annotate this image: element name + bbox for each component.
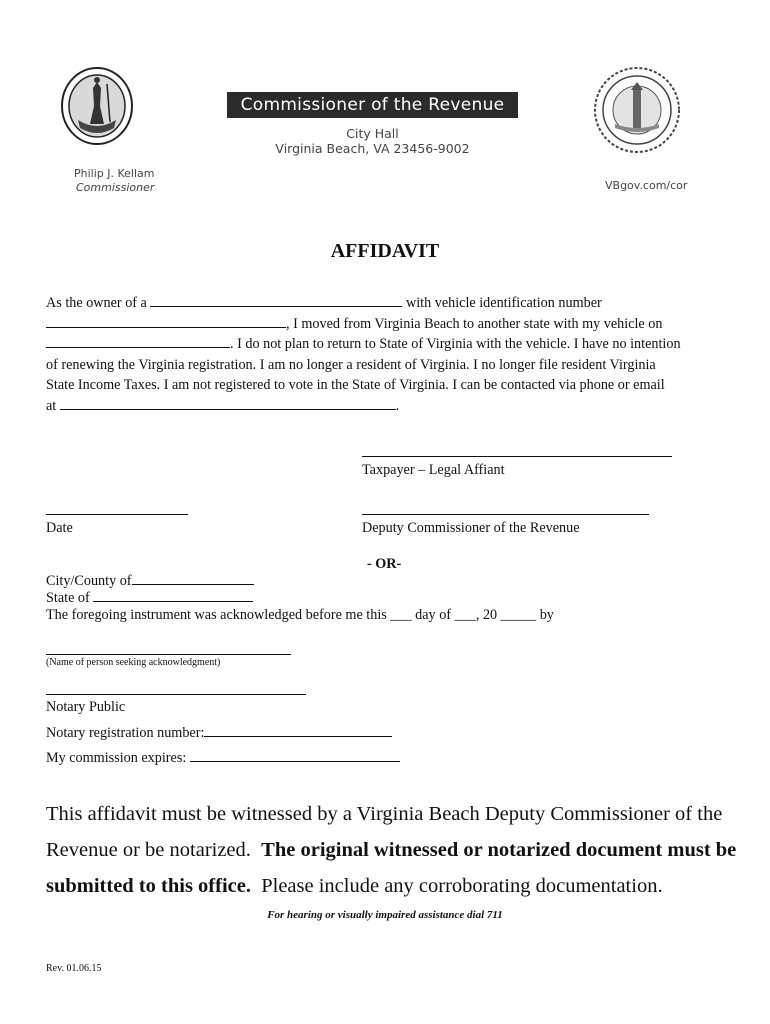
paragraph-line-2: , I moved from Virginia Beach to another state with my vehicle on <box>46 314 736 335</box>
notice-text <box>46 796 746 904</box>
deputy-signature-line[interactable] <box>362 514 649 515</box>
deputy-label: Deputy Commissioner of the Revenue <box>362 520 580 536</box>
expires-row: My commission expires: <box>46 748 400 769</box>
city-county-row: City/County of <box>46 571 254 592</box>
name-caption: (Name of person seeking acknowledgment) <box>46 657 221 668</box>
virginia-beach-city-seal <box>593 66 681 154</box>
paragraph-line-5: State Income Taxes. I am not registered to vote in the State of Virginia. I can be contacted via phone or email <box>46 377 665 393</box>
expires-field[interactable] <box>190 749 400 762</box>
notice-line-3: submitted to this office. Please include any corroborating documentation. <box>46 875 663 897</box>
state-row: State of <box>46 588 253 609</box>
notice-line-1: This affidavit must be witnessed by a Virginia Beach Deputy Commissioner of the <box>46 803 723 825</box>
notary-public-label: Notary Public <box>46 699 126 715</box>
website: VBgov.com/cor <box>605 179 688 192</box>
or-separator: - OR- <box>367 556 402 572</box>
page-title: AFFIDAVIT <box>330 240 440 262</box>
assistance-note: For hearing or visually impaired assistance dial 711 <box>267 909 503 921</box>
acknowledged-row: The foregoing instrument was acknowledged before me this ___ day of ___, 20 _____ by <box>46 607 554 623</box>
paragraph-line-1: As the owner of a with vehicle identification number <box>46 295 602 311</box>
affidavit-paragraph <box>46 293 736 416</box>
revision-label: Rev. 01.06.15 <box>46 963 102 974</box>
taxpayer-label: Taxpayer – Legal Affiant <box>362 462 505 478</box>
registration-field[interactable] <box>204 724 392 737</box>
acknowledgment-name-line[interactable] <box>46 654 291 655</box>
virginia-state-seal <box>60 66 134 146</box>
notary-signature-line[interactable] <box>46 694 306 695</box>
city-county-field[interactable] <box>132 572 254 585</box>
vehicle-field[interactable] <box>150 294 402 307</box>
notice-line-2: Revenue or be notarized. The original witnessed or notarized document must be <box>46 839 737 861</box>
paragraph-line-4: of renewing the Virginia registration. I am no longer a resident of Virginia. I no longer file resident Virginia <box>46 356 656 373</box>
paragraph-line-3: . I do not plan to return to State of Virginia with the vehicle. I have no intention <box>46 334 736 355</box>
contact-field[interactable] <box>60 397 396 410</box>
move-date-field[interactable] <box>46 335 230 348</box>
state-field[interactable] <box>93 589 253 602</box>
address-line-2: Virginia Beach, VA 23456-9002 <box>275 141 470 156</box>
official-name: Philip J. Kellam <box>74 167 155 180</box>
official-title: Commissioner <box>76 181 155 194</box>
vin-field[interactable] <box>46 315 286 328</box>
address-line-1: City Hall <box>346 126 399 141</box>
taxpayer-signature-line[interactable] <box>362 456 672 457</box>
date-line[interactable] <box>46 514 188 515</box>
paragraph-line-6: at . <box>46 397 400 414</box>
date-label: Date <box>46 520 73 536</box>
registration-row: Notary registration number: <box>46 723 392 744</box>
office-banner: Commissioner of the Revenue <box>227 92 518 118</box>
